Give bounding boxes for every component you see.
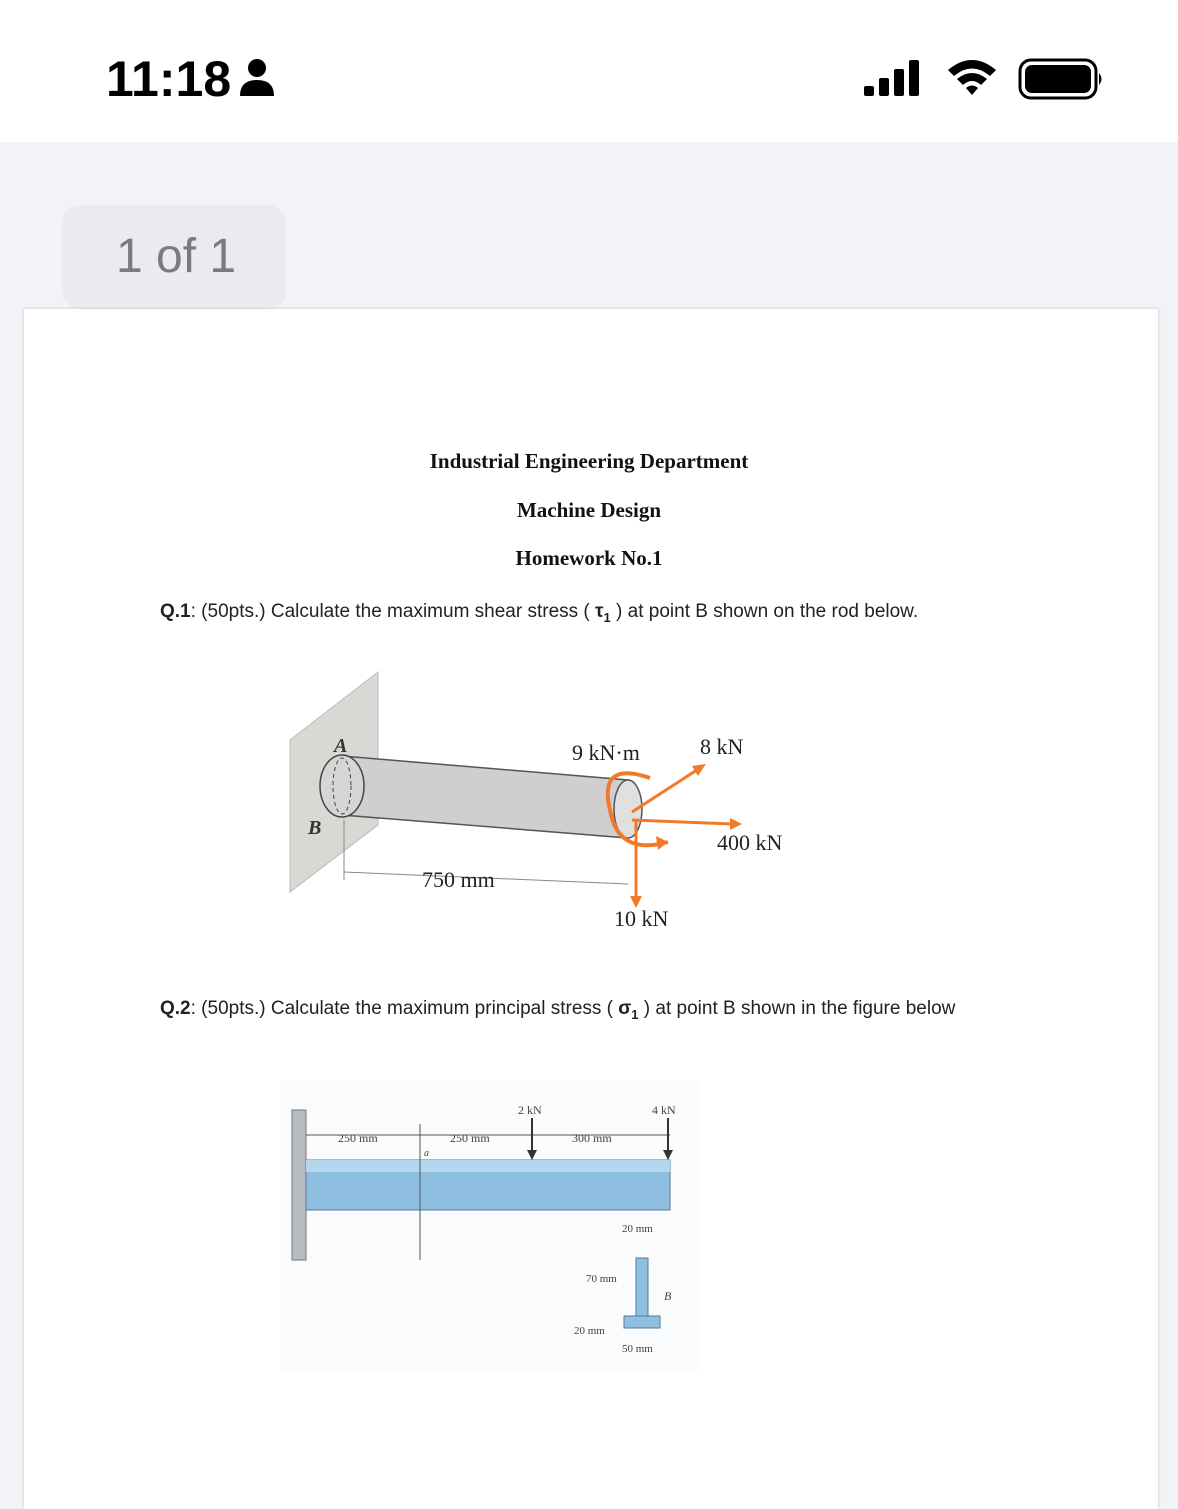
section-a-label: a	[424, 1148, 429, 1159]
sec-dim-label-4: 50 mm	[622, 1343, 653, 1355]
course-heading: Machine Design	[516, 498, 662, 522]
torque-label: 9 kN·m	[572, 740, 640, 765]
assignment-heading: Homework No.1	[515, 546, 663, 570]
dim-label-3: 300 mm	[572, 1131, 612, 1145]
question-2-label: Q.2	[160, 998, 191, 1019]
cellular-signal-icon	[862, 58, 924, 98]
status-bar	[0, 0, 1178, 142]
status-time: 11:18	[106, 51, 232, 107]
force-10kn-label: 10 kN	[614, 906, 669, 931]
dim-label-1: 250 mm	[338, 1131, 378, 1145]
question-1-text-before: : (50pts.) Calculate the maximum shear stress (	[190, 601, 590, 622]
beam-figure	[280, 1080, 700, 1370]
beam-wall	[292, 1110, 306, 1260]
load-4kn-label: 4 kN	[652, 1103, 676, 1117]
length-label: 750 mm	[422, 867, 495, 892]
page-indicator: 1 of 1	[62, 205, 286, 309]
question-1-text-after: ) at point B shown on the rod below.	[616, 601, 919, 622]
question-1-subscript: 1	[603, 609, 611, 625]
battery-icon	[1018, 58, 1106, 102]
section-point-b-label: B	[664, 1289, 672, 1303]
question-2-symbol: σ	[618, 998, 632, 1019]
sec-dim-label-2: 70 mm	[586, 1273, 617, 1285]
load-2kn-label: 2 kN	[518, 1103, 542, 1117]
question-1-symbol: τ	[595, 601, 604, 622]
force-400kn-label: 400 kN	[717, 830, 783, 855]
question-1-label: Q.1	[160, 601, 191, 622]
force-8kn-label: 8 kN	[700, 734, 744, 759]
question-2-text-before: : (50pts.) Calculate the maximum principal stress (	[190, 998, 613, 1019]
department-heading: Industrial Engineering Department	[429, 449, 749, 473]
sec-dim-label-1: 20 mm	[622, 1223, 653, 1235]
rod-figure	[280, 660, 840, 950]
person-icon	[238, 58, 276, 98]
section-flange	[624, 1316, 660, 1328]
question-2	[160, 998, 955, 1022]
sec-dim-label-3: 20 mm	[574, 1325, 605, 1337]
dim-label-2: 250 mm	[450, 1131, 490, 1145]
force-400kn-arrow	[632, 820, 732, 824]
question-2-text-after: ) at point B shown in the figure below	[643, 998, 956, 1019]
rod-body	[342, 756, 628, 838]
point-a-label: A	[334, 735, 348, 757]
wifi-icon	[944, 56, 1000, 100]
question-2-subscript: 1	[631, 1006, 639, 1022]
section-web	[636, 1258, 648, 1316]
point-b-label: B	[308, 817, 322, 839]
question-1	[160, 601, 918, 625]
rod-end-near	[320, 755, 364, 817]
